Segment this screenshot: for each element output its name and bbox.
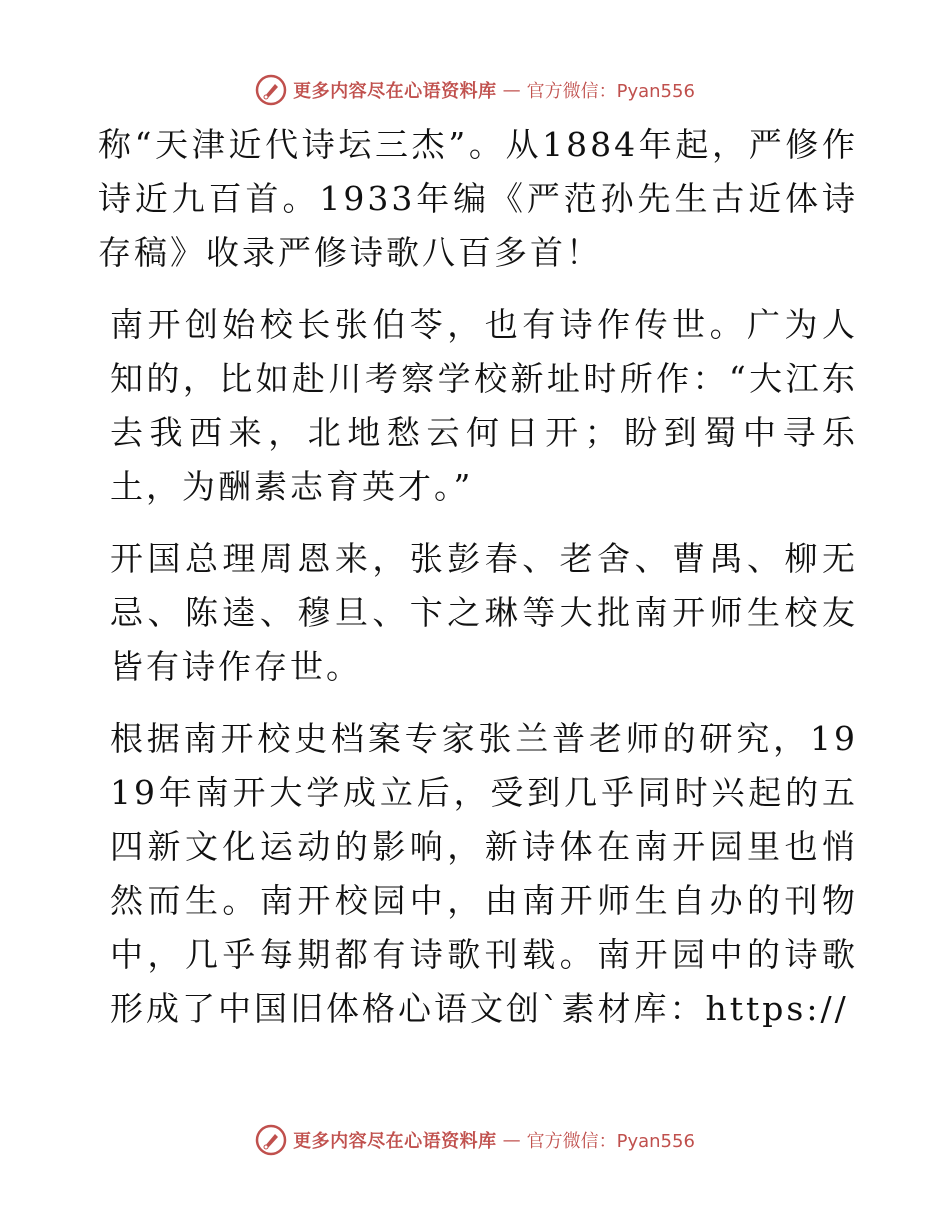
footer-contact-text: 官方微信：Pyan556 bbox=[526, 1131, 695, 1152]
header-brand-text: 更多内容尽在心语资料库 bbox=[293, 81, 497, 102]
paragraph-1: 称“天津近代诗坛三杰”。从1884年起，严修作诗近九百首。1933年编《严范孙先生古近体诗存稿》收录严修诗歌八百多首！ bbox=[98, 125, 858, 272]
footer-brand-text: 更多内容尽在心语资料库 bbox=[293, 1131, 497, 1152]
paragraph-3: 开国总理周恩来，张彭春、老舍、曹禺、柳无忌、陈逵、穆旦、卞之琳等大批南开师生校友皆有诗作存世。 bbox=[110, 539, 858, 686]
pen-nib-logo-icon bbox=[255, 1124, 287, 1156]
pen-nib-logo-icon bbox=[255, 74, 287, 106]
document-body bbox=[98, 118, 858, 1054]
header-watermark bbox=[0, 70, 950, 110]
paragraph-2: 南开创始校长张伯苓，也有诗作传世。广为人知的，比如赴川考察学校新址时所作：“大江东去我西来，北地愁云何日开；盼到蜀中寻乐土，为酬素志育英才。” bbox=[110, 305, 858, 506]
paragraph-4: 根据南开校史档案专家张兰普老师的研究，1919年南开大学成立后，受到几乎同时兴起的五四新文化运动的影响，新诗体在南开园里也悄然而生。南开校园中，由南开师生自办的刊物中，几乎每期都有诗歌刊载。南开园中的诗歌形成了中国旧体格心语文创`素材库：https:// bbox=[110, 719, 858, 1028]
footer-dash: — bbox=[502, 1129, 521, 1151]
footer-watermark bbox=[0, 1120, 950, 1160]
header-dash: — bbox=[502, 79, 521, 101]
header-contact-text: 官方微信：Pyan556 bbox=[526, 81, 695, 102]
